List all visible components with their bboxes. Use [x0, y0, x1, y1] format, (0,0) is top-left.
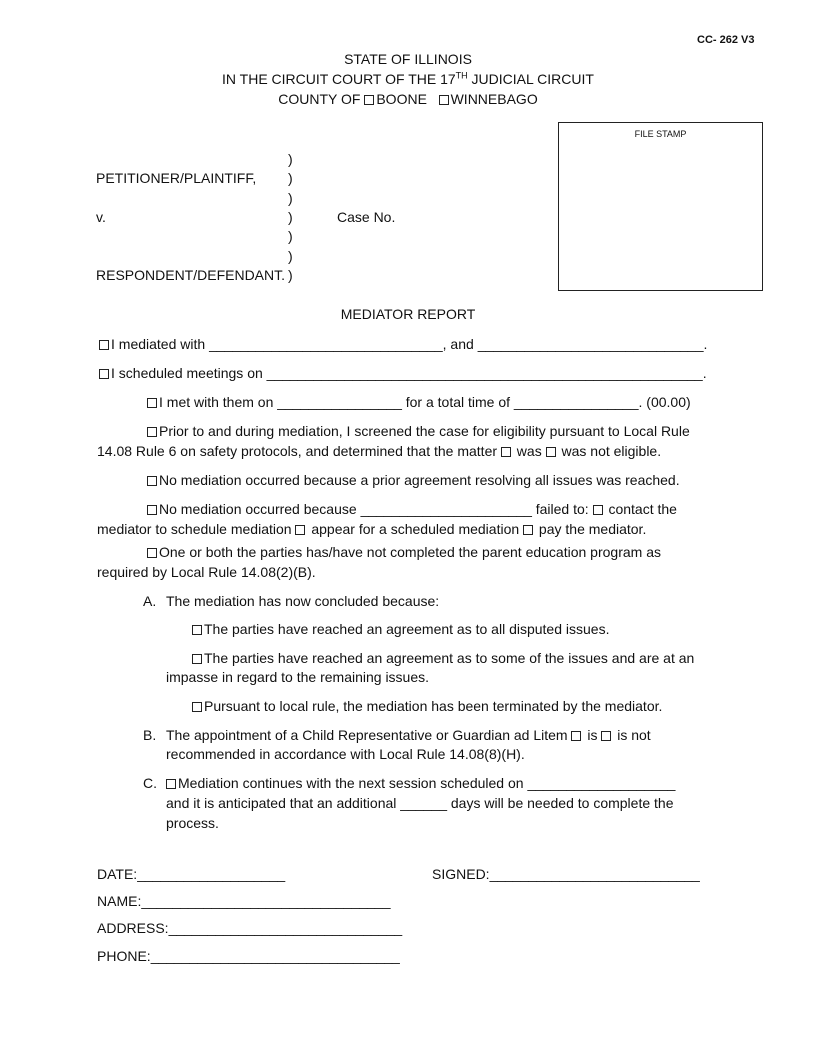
address-row: ADDRESS:______________________________ — [97, 920, 403, 936]
checkbox-winnebago[interactable] — [439, 95, 449, 105]
mediated-party1-field[interactable]: ______________________________ — [209, 336, 443, 352]
caption-paren: ) — [288, 190, 293, 206]
file-stamp-box — [558, 122, 763, 291]
caption-paren: ) — [288, 248, 293, 264]
caption-paren: ) — [288, 228, 293, 244]
additional-days-field[interactable]: ______ — [400, 795, 447, 811]
checkbox-scheduled[interactable] — [99, 369, 109, 379]
section-c-line3: process. — [166, 815, 219, 831]
met-time-field[interactable]: ________________ — [513, 394, 639, 410]
checkbox-mediation-continues[interactable] — [166, 779, 176, 789]
file-stamp-label: FILE STAMP — [634, 129, 687, 139]
section-b-line1: The appointment of a Child Representative or Guardian ad Litem is is not — [166, 727, 651, 743]
item-parent-education-line2: required by Local Rule 14.08(2)(B). — [97, 564, 316, 580]
checkbox-was-eligible[interactable] — [501, 447, 511, 457]
section-a-option2-line1: The parties have reached an agreement as to some of the issues and are at an — [192, 648, 694, 668]
checkbox-gal-is[interactable] — [571, 731, 581, 741]
signed-row: SIGNED:___________________________ — [432, 866, 700, 882]
section-a-option3: Pursuant to local rule, the mediation has been terminated by the mediator. — [192, 696, 662, 716]
caption-paren: ) — [288, 267, 293, 283]
item-mediated: I mediated with ______________________________, and _____________________________. — [99, 334, 707, 354]
section-a-letter: A. — [143, 593, 157, 609]
caption-paren: ) — [288, 151, 293, 167]
name-row: NAME:________________________________ — [97, 893, 391, 909]
checkbox-mediated[interactable] — [99, 340, 109, 350]
checkbox-terminated[interactable] — [192, 702, 202, 712]
checkbox-agreement-some[interactable] — [192, 654, 202, 664]
signed-field[interactable]: ___________________________ — [489, 866, 700, 882]
caption-paren: ) — [288, 170, 293, 186]
item-screened-line1: Prior to and during mediation, I screened the case for eligibility pursuant to Local Rule — [147, 421, 690, 441]
section-c-letter: C. — [143, 775, 157, 791]
date-field[interactable]: ___________________ — [137, 866, 286, 882]
checkbox-agreement-all[interactable] — [192, 625, 202, 635]
checkbox-was-not-eligible[interactable] — [546, 447, 556, 457]
section-a-heading: The mediation has now concluded because: — [166, 593, 440, 609]
item-scheduled: I scheduled meetings on ________________________________________________________. — [99, 363, 707, 383]
phone-field[interactable]: ________________________________ — [150, 948, 400, 964]
caption-paren: ) — [288, 209, 293, 225]
no-mediation-party-field[interactable]: ______________________ — [360, 501, 532, 517]
versus-label: v. — [96, 209, 106, 225]
mediated-party2-field[interactable]: _____________________________ — [477, 336, 704, 352]
section-c-line1: Mediation continues with the next session scheduled on ___________________ — [166, 773, 675, 793]
checkbox-no-mediation-failed[interactable] — [147, 505, 157, 515]
header-county: COUNTY OF BOONE WINNEBAGO — [278, 91, 538, 107]
section-b-letter: B. — [143, 727, 157, 743]
name-field[interactable]: ________________________________ — [141, 893, 391, 909]
section-c-line2: and it is anticipated that an additional ______ days will be needed to complete the — [166, 795, 674, 811]
met-date-field[interactable]: ________________ — [277, 394, 402, 410]
checkbox-appear[interactable] — [295, 525, 305, 535]
item-no-mediation-agreement: No mediation occurred because a prior agreement resolving all issues was reached. — [147, 470, 680, 490]
page-title: MEDIATOR REPORT — [340, 306, 476, 322]
phone-row: PHONE:________________________________ — [97, 948, 400, 964]
checkbox-met[interactable] — [147, 398, 157, 408]
section-b-line2: recommended in accordance with Local Rule 14.08(8)(H). — [166, 746, 525, 762]
item-parent-education-line1: One or both the parties has/have not completed the parent education program as — [147, 542, 661, 562]
address-field[interactable]: ______________________________ — [168, 920, 403, 936]
section-a-option2-line2: impasse in regard to the remaining issues. — [166, 669, 430, 685]
item-screened-line2: 14.08 Rule 6 on safety protocols, and determined that the matter was was not eligible. — [97, 443, 662, 459]
form-code: CC- 262 V3 — [697, 34, 755, 46]
petitioner-label: PETITIONER/PLAINTIFF, — [96, 170, 257, 186]
case-no-label: Case No. — [337, 209, 396, 225]
item-no-mediation-line1: No mediation occurred because ______________________ failed to: contact the — [147, 499, 677, 519]
next-session-field[interactable]: ___________________ — [527, 775, 676, 791]
checkbox-gal-is-not[interactable] — [601, 731, 611, 741]
header-state: STATE OF ILLINOIS — [344, 51, 472, 67]
checkbox-screened[interactable] — [147, 427, 157, 437]
item-no-mediation-line2: mediator to schedule mediation appear for a scheduled mediation pay the mediator. — [97, 521, 647, 537]
checkbox-pay-mediator[interactable] — [523, 525, 533, 535]
header-court: IN THE CIRCUIT COURT OF THE 17TH JUDICIAL CIRCUIT — [222, 70, 594, 87]
scheduled-dates-field[interactable]: ________________________________________________________ — [266, 365, 703, 381]
item-met: I met with them on ________________ for a total time of ________________. (00.00) — [147, 392, 691, 412]
section-a-option1: The parties have reached an agreement as to all disputed issues. — [192, 619, 609, 639]
checkbox-boone[interactable] — [364, 95, 374, 105]
checkbox-no-mediation-agreement[interactable] — [147, 476, 157, 486]
date-row: DATE:___________________ — [97, 866, 286, 882]
checkbox-contact-mediator[interactable] — [593, 505, 603, 515]
respondent-label: RESPONDENT/DEFENDANT. — [96, 267, 286, 283]
checkbox-parent-education[interactable] — [147, 548, 157, 558]
